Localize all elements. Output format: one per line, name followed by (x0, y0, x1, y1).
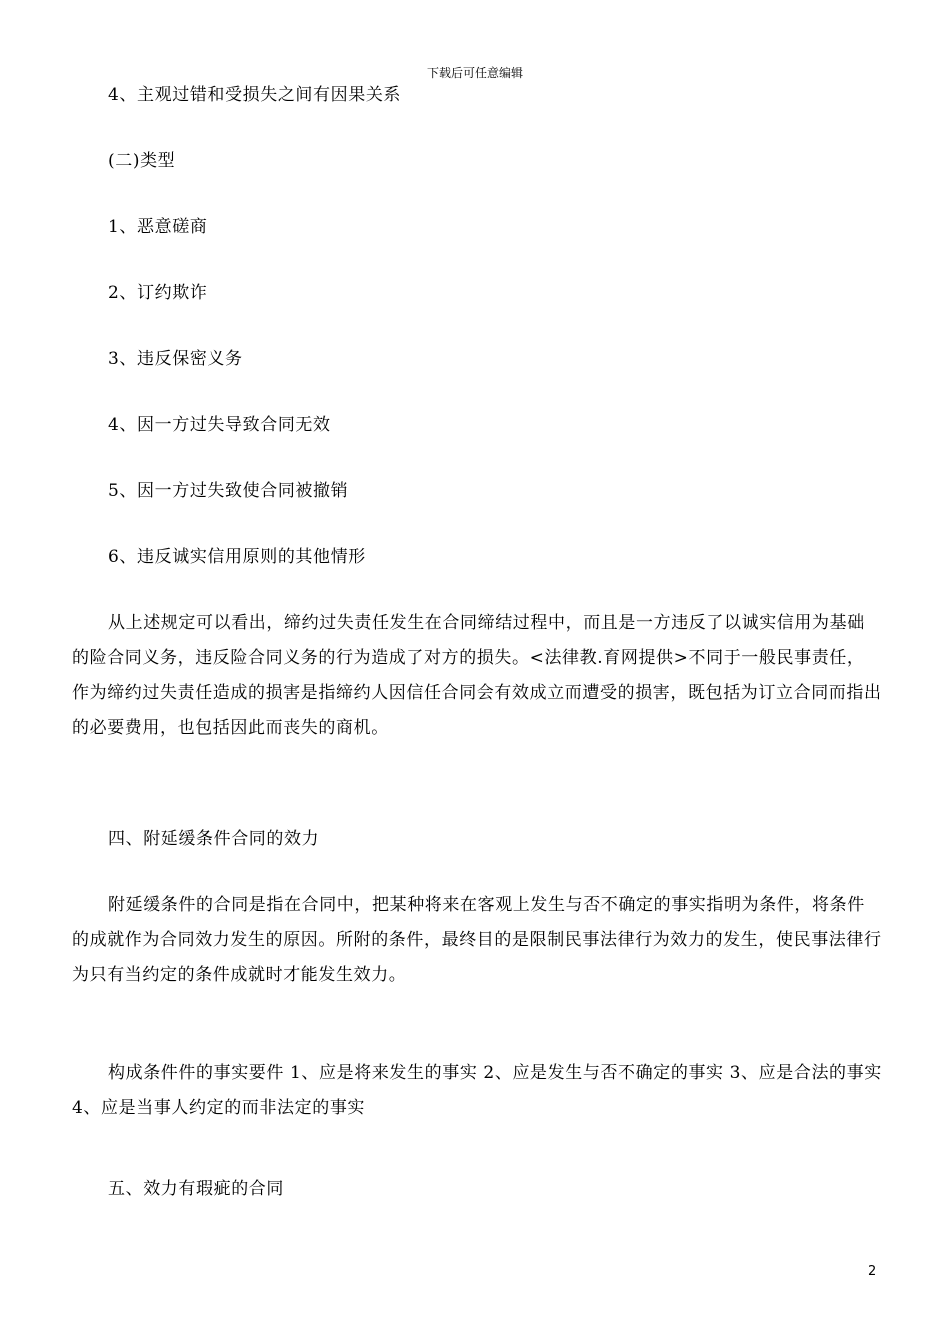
list-item-confidentiality-breach: 3、违反保密义务 (108, 349, 243, 369)
list-item-malicious-negotiation: 1、恶意磋商 (108, 217, 208, 237)
paragraph-deferred-condition: 附延缓条件的合同是指在合同中，把某种将来在客观上发生与否不确定的事实指明为条件，将条件的成就作为合同效力发生的原因。所附的条件，最终目的是限制民事法律行为效力的发生，使民事法律行为只有当约定的条件成就时才能发生效力。 (72, 895, 882, 985)
list-item-contract-revoked: 5、因一方过失致使合同被撤销 (108, 481, 349, 501)
list-item-contract-fraud: 2、订约欺诈 (108, 283, 208, 303)
paragraph-liability-explanation: 从上述规定可以看出，缔约过失责任发生在合同缔结过程中，而且是一方违反了以诚实信用为基础的险合同义务，违反险合同义务的行为造成了对方的损失。<法律教.育网提供>不同于一般民事责任，作为缔约过失责任造成的损害是指缔约人因信任合同会有效成立而遭受的损害，既包括为订立合同而指出的必要费用，也包括因此而丧失的商机。 (72, 613, 882, 738)
heading-section-four: 四、附延缓条件合同的效力 (108, 829, 320, 849)
heading-types: (二)类型 (108, 151, 176, 171)
paragraph-causality: 4、主观过错和受损失之间有因果关系 (108, 85, 402, 105)
list-item-other-cases: 6、违反诚实信用原则的其他情形 (108, 547, 366, 567)
heading-section-five: 五、效力有瑕疵的合同 (108, 1179, 284, 1199)
header-note: 下载后可任意编辑 (426, 66, 523, 80)
list-item-contract-invalid: 4、因一方过失导致合同无效 (108, 415, 331, 435)
page-number: 2 (868, 1264, 877, 1279)
paragraph-condition-elements: 构成条件件的事实要件 1、应是将来发生的事实 2、应是发生与否不确定的事实 3、应是合法的事实 4、应是当事人约定的而非法定的事实 (72, 1063, 882, 1118)
